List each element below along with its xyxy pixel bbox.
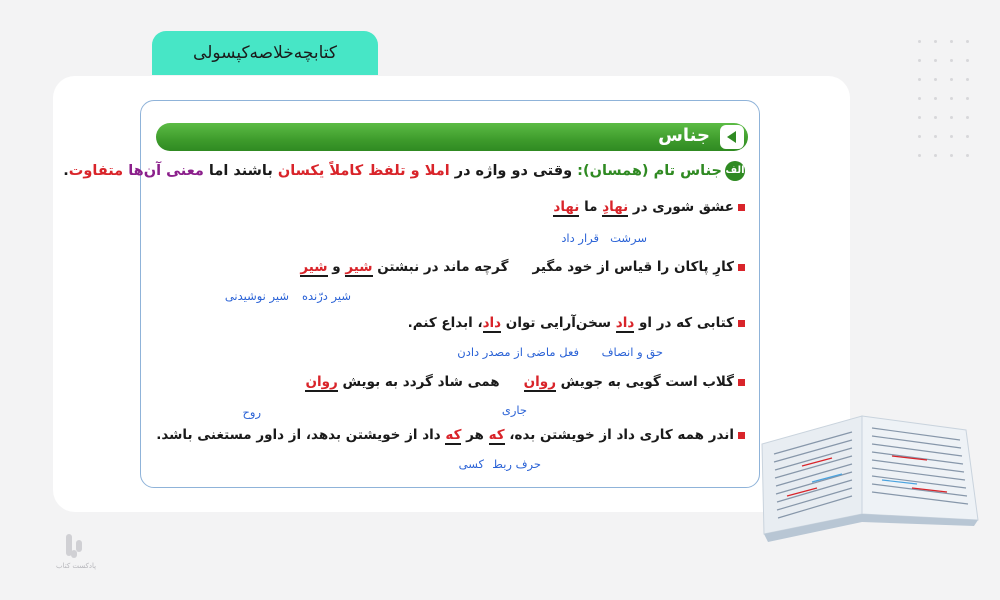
gloss: فعل ماضی از مصدر دادن (457, 345, 579, 359)
gloss: کسی (458, 457, 484, 471)
open-book-illustration (742, 396, 982, 546)
definition-line (63, 161, 745, 181)
pun-word: نهاد (553, 199, 580, 215)
definition-highlight-2: معنی آن‌ها (128, 163, 204, 179)
example-text: داد از خویشتن بدهد، از داور مستغنی باشد. (156, 427, 446, 443)
gloss: جاری (501, 403, 527, 417)
definition-text-1: وقتی دو واژه در (449, 163, 578, 179)
example-text: عشق شوری در (628, 199, 734, 215)
definition-term: جناس تام (همسان): (577, 163, 722, 179)
pun-word: داد (615, 315, 635, 331)
gloss: قرار داد (561, 231, 599, 245)
example-text: سخن‌آرایی توان (501, 315, 616, 331)
example-4 (305, 374, 745, 390)
example-text: گرچه ماند در نبشتن (372, 259, 509, 275)
pun-word: شیر (345, 259, 373, 275)
pun-word: شیر (300, 259, 328, 275)
pun-word: که (445, 427, 462, 443)
definition-text-2: باشند اما (203, 163, 278, 179)
bullet-square-icon (738, 320, 745, 327)
pun-word: روان (523, 374, 556, 390)
gloss: شیر درّنده (301, 289, 351, 303)
alef-badge: الف (725, 161, 745, 181)
example-text: کارِ پاکان را قیاس از خود مگیر (532, 259, 734, 275)
definition-period: . (63, 163, 69, 179)
bullet-square-icon (738, 379, 745, 386)
example-text: و (327, 259, 346, 275)
bullet-square-icon (738, 264, 745, 271)
gloss: حرف ربط (492, 457, 541, 471)
gloss: روح (242, 405, 261, 419)
play-arrow-icon (720, 125, 744, 149)
gloss: شیر نوشیدنی (224, 289, 289, 303)
example-1 (553, 199, 745, 215)
example-text: ما (579, 199, 603, 215)
decorative-dots (918, 40, 982, 157)
lesson-frame (63, 100, 760, 488)
example-text: کتابی که در او (634, 315, 734, 331)
example-text: گلاب است گویی به جویش (555, 374, 734, 390)
example-text: هر (461, 427, 489, 443)
tab-label: کتابچه‌خلاصه‌کپسولی (193, 43, 337, 63)
bullet-square-icon (738, 204, 745, 211)
example-5 (156, 427, 745, 443)
gloss: سرشت (610, 231, 647, 245)
example-text: ، ابداع کنم. (407, 315, 483, 331)
pun-word: روان (305, 374, 338, 390)
gloss: حق و انصاف (601, 345, 663, 359)
capsule-summary-tab (152, 31, 378, 75)
pun-word: نهادِ (602, 199, 629, 215)
definition-highlight-1: املا و تلفظ کاملاً یکسان (277, 163, 450, 179)
example-text: اندر همه کاری داد از خویشتن بده، (504, 427, 734, 443)
example-3 (408, 315, 745, 331)
section-banner (156, 123, 748, 151)
pun-word: که (488, 427, 505, 443)
example-text: همی شاد گردد به بویش (337, 374, 500, 390)
brand-logo-text: پادکست کتاب (56, 562, 97, 570)
example-2 (300, 259, 745, 275)
pun-word: داد (482, 315, 502, 331)
section-title: جناس (658, 125, 710, 146)
definition-highlight-3: متفاوت (68, 163, 129, 179)
